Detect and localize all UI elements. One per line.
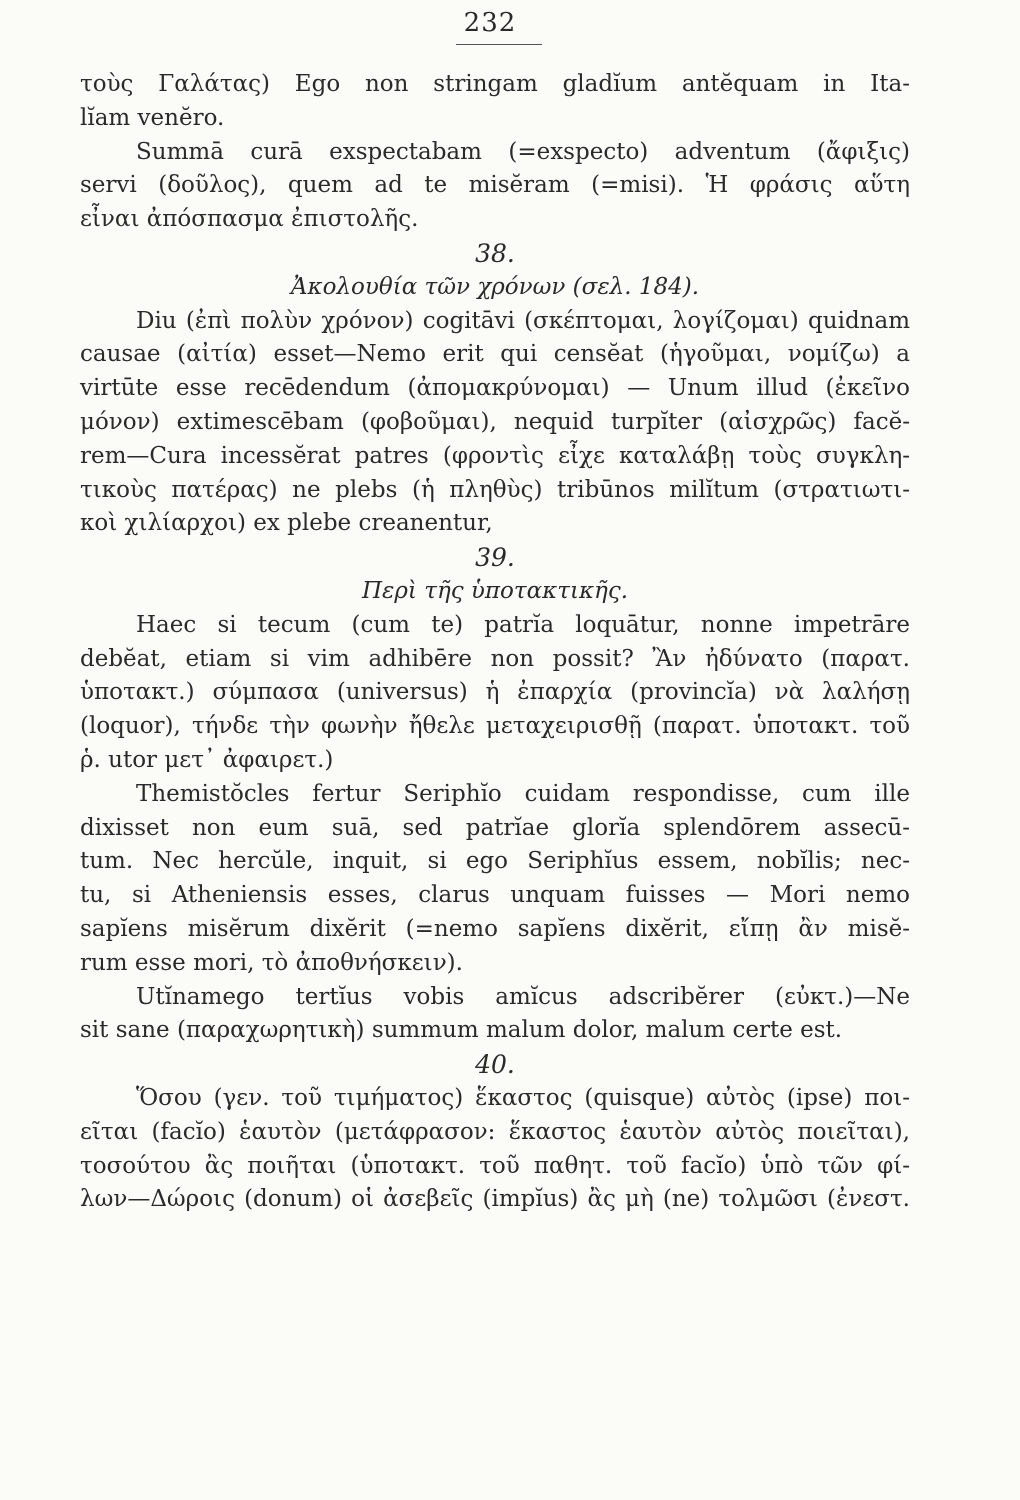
text-line: virtūte esse recēdendum (ἀπομακρύνομαι) — Unum illud (ἐκεῖνο: [80, 375, 910, 402]
text-line: debĕat, etiam si vim adhibēre non possit? Ἂν ἠδύνατο (παρατ.: [80, 645, 910, 672]
text-line: κοὶ χιλίαρχοι) ex plebe creanentur,: [80, 510, 493, 537]
text-line: servi (δοῦλος), quem ad te misĕram (=misi). Ἡ φράσις αὕτη: [80, 172, 910, 199]
text-line: μόνον) extimescēbam (φοβοῦμαι), nequid turpĭter (αἰσχρῶς) facĕ-: [80, 408, 910, 435]
text-line: Ὅσου (γεν. τοῦ τιμήματος) ἕκαστος (quisque) αὐτὸς (ipse) ποι-: [136, 1084, 910, 1111]
text-line: sit sane (παραχωρητικὴ) summum malum dolor, malum certe est.: [80, 1017, 843, 1044]
text-line: ὑποτακτ.) σύμπασα (universus) ἡ ἐπαρχία (provincĭa) νὰ λαλήσῃ: [80, 679, 910, 706]
text-line: sapĭens misĕrum dixĕrit (=nemo sapĭens dixĕrit, εἴπῃ ἂν misĕ-: [80, 915, 910, 942]
page-number-rule: [456, 44, 542, 45]
text-line: tu, si Atheniensis esses, clarus unquam fuisses — Mori nemo: [80, 882, 910, 909]
text-line: τοὺς Γαλάτας) Ego non stringam gladĭum antĕquam in Ita-: [80, 71, 910, 97]
text-line: τικοὺς πατέρας) ne plebs (ἡ πληθὺς) tribūnos milĭtum (στρατιωτι-: [80, 476, 910, 503]
text-line: tum. Nec hercŭle, inquit, si ego Seriphĭus essem, nobĭlis; nec-: [80, 848, 910, 875]
section-title: Περὶ τῆς ὑποτακτικῆς.: [361, 577, 629, 604]
section-title: Ἀκολουθία τῶν χρόνων (σελ. 184).: [290, 273, 700, 300]
text-line: λων—Δώροις (donum) οἱ ἀσεβεῖς (impĭus) ἂς μὴ (ne) τολμῶσι (ἐνεστ.: [80, 1186, 910, 1213]
text-line: Summā curā exspectabam (=exspecto) adventum (ἄφιξις): [136, 138, 910, 165]
text-line: ῥ. utor μετ᾽ ἀφαιρετ.): [80, 746, 334, 773]
page-number: 232: [463, 8, 517, 38]
section-number: 39.: [475, 543, 515, 573]
text-line: εῖται (facĭo) ἑαυτὸν (μετάφρασον: ἕκαστος ἑαυτὸν αὐτὸς ποιεῖται),: [80, 1118, 910, 1145]
text-line: Themistŏcles fertur Seriphĭo cuidam respondisse, cum ille: [136, 780, 910, 807]
text-line: Utĭnamego tertĭus vobis amĭcus adscribĕrer (εὐκτ.)—Ne: [136, 983, 910, 1010]
text-line: rum esse mori, τὸ ἀποθνήσκειν).: [80, 949, 463, 976]
section-number: 38.: [475, 238, 515, 268]
text-line: dixisset non eum suā, sed patrĭae glorĭa splendōrem assecū-: [80, 814, 910, 841]
text-line: causae (αἰτία) esset—Nemo erit qui censĕat (ἡγοῦμαι, νομίζω) a: [80, 341, 910, 368]
text-line: Diu (ἐπὶ πολὺν χρόνον) cogitāvi (σκέπτομαι, λογίζομαι) quidnam: [136, 307, 910, 334]
page-text: [80, 68, 910, 1217]
text-line: Haec si tecum (cum te) patrĭa loquātur, nonne impetrāre: [136, 611, 910, 638]
text-line: εἶναι ἀπόσπασμα ἐπιστολῆς.: [80, 206, 419, 233]
text-line: rem—Cura incessĕrat patres (φροντὶς εἶχε καταλάβῃ τοὺς συγκλη-: [80, 442, 910, 469]
text-line: (loquor), τήνδε τὴν φωνὴν ἤθελε μεταχειρισθῇ (παρατ. ὑποτακτ. τοῦ: [80, 713, 910, 740]
text-line: τοσούτου ἂς ποιῆται (ὑποτακτ. τοῦ παθητ. τοῦ facĭo) ὑπὸ τῶν φί-: [80, 1152, 910, 1179]
text-line: lĭam venĕro.: [80, 104, 225, 131]
section-number: 40.: [475, 1050, 515, 1080]
